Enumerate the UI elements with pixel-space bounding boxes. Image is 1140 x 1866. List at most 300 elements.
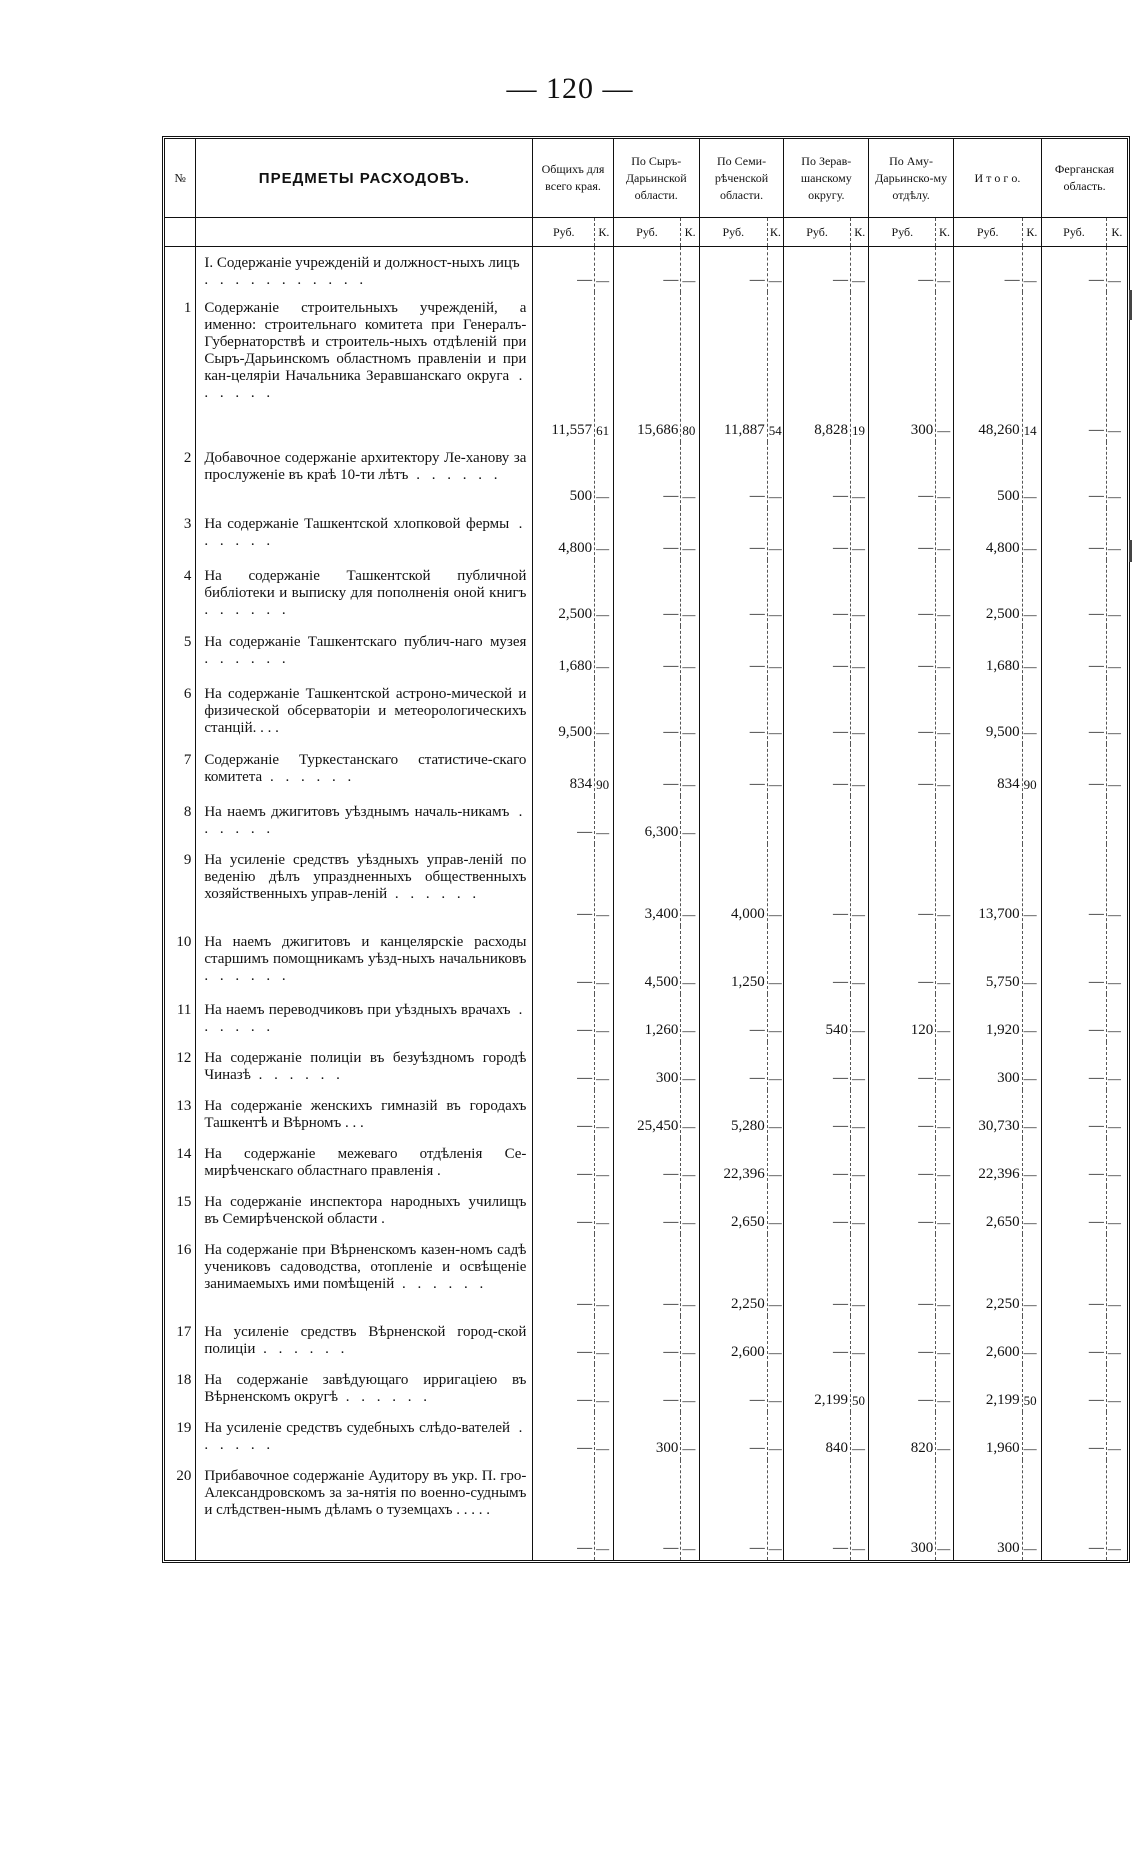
cell: — bbox=[613, 1186, 681, 1234]
cell: — bbox=[1106, 1412, 1127, 1460]
cell: — bbox=[595, 1316, 613, 1364]
unit-rub: Руб. bbox=[869, 218, 936, 247]
table-row bbox=[165, 744, 1127, 796]
table-row bbox=[165, 442, 1127, 508]
row-description: На содержаніе Ташкентской хлопковой фермы . . . . . . bbox=[196, 508, 533, 560]
cell: — bbox=[869, 560, 936, 626]
cell bbox=[936, 796, 953, 844]
cell: — bbox=[1106, 292, 1127, 442]
cell: 3,400 bbox=[613, 844, 681, 926]
column-header: По Семи-рѣченской области. bbox=[699, 139, 783, 218]
cell: — bbox=[1022, 1412, 1042, 1460]
cell: — bbox=[936, 560, 953, 626]
cell: — bbox=[699, 442, 767, 508]
row-text: Содержаніе строительныхъ учрежденій, а именно: строительнаго комитета при Генералъ-Губернаторствѣ и строитель-ныхъ отдѣленій при Сыръ-Дарьинскомъ областномъ правленіи и при кан-целяріи Начальника Зеравшанскаго округа bbox=[204, 300, 527, 384]
table-row bbox=[165, 796, 1127, 844]
cell: — bbox=[699, 678, 767, 744]
cell: 48,260 bbox=[953, 292, 1022, 442]
cell: — bbox=[699, 994, 767, 1042]
cell: 2,500 bbox=[533, 560, 595, 626]
table-row bbox=[165, 292, 1127, 442]
table-row bbox=[165, 1234, 1127, 1316]
column-header: Ферганская область. bbox=[1042, 139, 1127, 218]
table-row bbox=[165, 1460, 1127, 1560]
cell: — bbox=[533, 796, 595, 844]
unit-rub: Руб. bbox=[699, 218, 767, 247]
cell: — bbox=[767, 626, 783, 678]
cell: 90 bbox=[1022, 744, 1042, 796]
cell: — bbox=[936, 1090, 953, 1138]
cell: — bbox=[595, 626, 613, 678]
cell: 54 bbox=[767, 292, 783, 442]
cell: — bbox=[869, 678, 936, 744]
cell: — bbox=[767, 1090, 783, 1138]
cell: — bbox=[595, 1460, 613, 1560]
unit-kop: К. bbox=[1022, 218, 1042, 247]
row-number: 3 bbox=[183, 516, 192, 532]
row-description bbox=[196, 1186, 533, 1234]
cell: — bbox=[1042, 442, 1107, 508]
cell: — bbox=[767, 508, 783, 560]
cell: — bbox=[936, 508, 953, 560]
row-text: Прибавочное содержаніе Аудитору въ укр. П. гро-Александровскомъ за за-нятія по военно-суднымъ и слѣдствен-нымъ дѣламъ о туземцахъ . . . . . bbox=[204, 1468, 527, 1518]
cell: 1,960 bbox=[953, 1412, 1022, 1460]
cell: — bbox=[595, 508, 613, 560]
cell: — bbox=[595, 1138, 613, 1186]
table-row bbox=[165, 994, 1127, 1042]
cell: — bbox=[1106, 1460, 1127, 1560]
row-number: 8 bbox=[183, 804, 192, 820]
cell: — bbox=[699, 1364, 767, 1412]
cell: — bbox=[850, 442, 869, 508]
cell: — bbox=[681, 626, 699, 678]
table-row bbox=[165, 560, 1127, 626]
cell: — bbox=[1106, 1138, 1127, 1186]
cell: 90 bbox=[595, 744, 613, 796]
cell: — bbox=[1022, 1460, 1042, 1560]
cell: — bbox=[869, 626, 936, 678]
cell: — bbox=[613, 744, 681, 796]
cell: — bbox=[1042, 1090, 1107, 1138]
table-row bbox=[165, 1138, 1127, 1186]
cell: — bbox=[1042, 247, 1107, 293]
row-text: На усиленіе средствъ Вѣрненской город-ской полиціи bbox=[204, 1324, 527, 1357]
cell: — bbox=[850, 1234, 869, 1316]
row-description: На наемъ джигитовъ и канцелярскіе расходы старшимъ помощникамъ уѣзд-ныхъ начальниковъ . . . . . . bbox=[196, 926, 533, 994]
cell: — bbox=[533, 1138, 595, 1186]
cell: 840 bbox=[784, 1412, 851, 1460]
cell: — bbox=[850, 994, 869, 1042]
row-text: На наемъ джигитовъ уѣзднымъ началь-никамъ bbox=[204, 804, 510, 820]
cell: — bbox=[767, 1042, 783, 1090]
unit-kop: К. bbox=[1106, 218, 1127, 247]
row-text: На усиленіе средствъ уѣздныхъ управ-леній по веденію дѣлъ упраздненныхъ общественныхъ хозяйственныхъ управ-леній bbox=[204, 852, 527, 902]
cell: 4,000 bbox=[699, 844, 767, 926]
cell: — bbox=[936, 844, 953, 926]
cell: 820 bbox=[869, 1412, 936, 1460]
cell: — bbox=[1042, 1042, 1107, 1090]
cell: — bbox=[533, 1234, 595, 1316]
cell: — bbox=[1022, 560, 1042, 626]
cell: — bbox=[850, 744, 869, 796]
cell: — bbox=[595, 796, 613, 844]
cell: — bbox=[767, 844, 783, 926]
row-text: На содержаніе межеваго отдѣленія Се-мирѣченскаго областнаго правленія . bbox=[204, 1146, 527, 1179]
row-number: 7 bbox=[183, 752, 192, 768]
cell: — bbox=[613, 442, 681, 508]
column-header: Общихъ для всего края. bbox=[533, 139, 613, 218]
table-row bbox=[165, 1316, 1127, 1364]
cell: 9,500 bbox=[953, 678, 1022, 744]
cell: — bbox=[850, 1316, 869, 1364]
number-column-header: № bbox=[174, 170, 186, 185]
cell: — bbox=[767, 560, 783, 626]
cell: — bbox=[1042, 1364, 1107, 1412]
cell: 2,600 bbox=[953, 1316, 1022, 1364]
cell: — bbox=[1042, 560, 1107, 626]
row-text: На содержаніе завѣдующаго ирригаціею въ Вѣрненскомъ округѣ bbox=[204, 1372, 527, 1405]
cell: — bbox=[784, 1460, 851, 1560]
cell: — bbox=[869, 442, 936, 508]
cell: 300 bbox=[613, 1042, 681, 1090]
cell: — bbox=[850, 678, 869, 744]
cell: — bbox=[936, 994, 953, 1042]
cell: — bbox=[613, 1460, 681, 1560]
row-text: На содержаніе полиціи въ безуѣздномъ городѣ Чиназѣ bbox=[204, 1050, 527, 1083]
cell: 2,250 bbox=[699, 1234, 767, 1316]
row-text: Добавочное содержаніе архитектору Ле-ханову за прослуженіе въ краѣ 10-ти лѣтъ bbox=[204, 450, 527, 483]
cell: — bbox=[936, 247, 953, 293]
cell: — bbox=[1106, 442, 1127, 508]
cell: — bbox=[1042, 1186, 1107, 1234]
cell: — bbox=[850, 1090, 869, 1138]
cell: — bbox=[869, 1138, 936, 1186]
cell: — bbox=[850, 926, 869, 994]
row-text: На содержаніе Ташкентскаго публич-наго музея bbox=[204, 634, 527, 650]
cell: — bbox=[595, 844, 613, 926]
cell: — bbox=[1042, 994, 1107, 1042]
scan-edge-mark bbox=[1129, 290, 1132, 320]
header-row bbox=[165, 139, 1127, 218]
cell: — bbox=[869, 1186, 936, 1234]
cell: — bbox=[1042, 678, 1107, 744]
cell: — bbox=[936, 1042, 953, 1090]
cell: — bbox=[784, 626, 851, 678]
cell: 30,730 bbox=[953, 1090, 1022, 1138]
table-row bbox=[165, 844, 1127, 926]
cell: — bbox=[681, 1090, 699, 1138]
cell: 2,650 bbox=[699, 1186, 767, 1234]
cell: — bbox=[681, 844, 699, 926]
cell: — bbox=[533, 926, 595, 994]
cell: — bbox=[681, 1412, 699, 1460]
unit-kop: К. bbox=[767, 218, 783, 247]
table-row bbox=[165, 1042, 1127, 1090]
row-description: На содержаніе Ташкентскаго публич-наго музея . . . . . . bbox=[196, 626, 533, 678]
cell: — bbox=[1106, 1090, 1127, 1138]
row-text: На содержаніе женскихъ гимназій въ городахъ Ташкентѣ и Вѣрномъ . . . bbox=[204, 1098, 527, 1131]
cell: — bbox=[1106, 926, 1127, 994]
cell: — bbox=[1106, 1186, 1127, 1234]
cell: — bbox=[533, 1460, 595, 1560]
cell: — bbox=[699, 1460, 767, 1560]
row-description bbox=[196, 1460, 533, 1560]
cell: — bbox=[784, 678, 851, 744]
cell: — bbox=[784, 560, 851, 626]
cell: — bbox=[936, 626, 953, 678]
cell: — bbox=[595, 560, 613, 626]
cell: — bbox=[595, 1186, 613, 1234]
cell: 1,680 bbox=[533, 626, 595, 678]
cell: — bbox=[1042, 292, 1107, 442]
cell: — bbox=[784, 1042, 851, 1090]
cell: 540 bbox=[784, 994, 851, 1042]
cell: — bbox=[850, 1460, 869, 1560]
row-description bbox=[196, 1090, 533, 1138]
row-number: 12 bbox=[176, 1050, 192, 1066]
cell: 300 bbox=[953, 1042, 1022, 1090]
cell bbox=[850, 796, 869, 844]
row-text: На содержаніе Ташкентской публичной библіотеки и выписку для пополненія оной книгъ bbox=[204, 568, 527, 601]
cell: — bbox=[784, 1316, 851, 1364]
row-number: 9 bbox=[183, 852, 192, 868]
units-row bbox=[165, 218, 1127, 247]
row-number: 13 bbox=[176, 1098, 192, 1114]
cell: — bbox=[1022, 626, 1042, 678]
cell: 11,887 bbox=[699, 292, 767, 442]
cell: — bbox=[936, 1364, 953, 1412]
row-text: На содержаніе инспектора народныхъ училищъ въ Семирѣченской области . bbox=[204, 1194, 527, 1227]
cell: — bbox=[533, 247, 595, 293]
cell: 15,686 bbox=[613, 292, 681, 442]
cell: 50 bbox=[1022, 1364, 1042, 1412]
row-number: 18 bbox=[176, 1372, 192, 1388]
cell: — bbox=[1042, 1316, 1107, 1364]
cell: 2,250 bbox=[953, 1234, 1022, 1316]
row-description bbox=[196, 1138, 533, 1186]
row-description: Содержаніе строительныхъ учрежденій, а именно: строительнаго комитета при Генералъ-Губернаторствѣ и строитель-ныхъ отдѣленій при Сыръ-Дарьинскомъ областномъ правленіи и при кан-целяріи Начальника Зеравшанскаго округа . . . . . . bbox=[196, 292, 533, 442]
cell: — bbox=[767, 1460, 783, 1560]
cell: — bbox=[1022, 1186, 1042, 1234]
cell: — bbox=[936, 1234, 953, 1316]
row-number: 15 bbox=[176, 1194, 192, 1210]
cell: — bbox=[1042, 844, 1107, 926]
cell: — bbox=[1022, 1316, 1042, 1364]
cell: 300 bbox=[869, 292, 936, 442]
cell: — bbox=[936, 1316, 953, 1364]
cell: — bbox=[1022, 926, 1042, 994]
cell: — bbox=[595, 1090, 613, 1138]
cell: — bbox=[784, 508, 851, 560]
cell: — bbox=[850, 1412, 869, 1460]
cell: 80 bbox=[681, 292, 699, 442]
row-text: Содержаніе Туркестанскаго статистиче-скаго комитета bbox=[204, 752, 527, 785]
cell: — bbox=[595, 1412, 613, 1460]
column-header: По Аму-Дарьинско-му отдѣлу. bbox=[869, 139, 953, 218]
row-description: На наемъ переводчиковъ при уѣздныхъ врачахъ . . . . . . bbox=[196, 994, 533, 1042]
row-text: На усиленіе средствъ судебныхъ слѣдо-вателей bbox=[204, 1420, 511, 1436]
cell: — bbox=[1042, 1234, 1107, 1316]
cell: — bbox=[1042, 508, 1107, 560]
section-row bbox=[165, 247, 1127, 293]
cell: — bbox=[681, 678, 699, 744]
cell: 1,680 bbox=[953, 626, 1022, 678]
cell: — bbox=[699, 744, 767, 796]
table-row bbox=[165, 1090, 1127, 1138]
cell: — bbox=[595, 926, 613, 994]
cell: — bbox=[699, 1042, 767, 1090]
cell: — bbox=[936, 442, 953, 508]
cell: 834 bbox=[533, 744, 595, 796]
cell: — bbox=[1042, 626, 1107, 678]
row-number: 1 bbox=[183, 300, 192, 316]
cell: — bbox=[681, 560, 699, 626]
cell: — bbox=[681, 1138, 699, 1186]
table-row bbox=[165, 1186, 1127, 1234]
cell: 500 bbox=[953, 442, 1022, 508]
unit-rub: Руб. bbox=[953, 218, 1022, 247]
row-text: На наемъ джигитовъ и канцелярскіе расходы старшимъ помощникамъ уѣзд-ныхъ начальниковъ bbox=[204, 934, 527, 967]
cell: — bbox=[1106, 1316, 1127, 1364]
cell: — bbox=[784, 1186, 851, 1234]
row-text: На содержаніе при Вѣрненскомъ казен-номъ садѣ учениковъ садоводства, отопленіе и освѣщеніе занимаемыхъ ими помѣщеній bbox=[204, 1242, 527, 1292]
row-description: Добавочное содержаніе архитектору Ле-ханову за прослуженіе въ краѣ 10-ти лѣтъ . . . . . . bbox=[196, 442, 533, 508]
cell: — bbox=[1106, 1042, 1127, 1090]
cell: — bbox=[613, 508, 681, 560]
cell: — bbox=[869, 1316, 936, 1364]
cell: 834 bbox=[953, 744, 1022, 796]
row-number: 6 bbox=[183, 686, 192, 702]
row-number: 11 bbox=[176, 1002, 192, 1018]
cell: — bbox=[1106, 1364, 1127, 1412]
cell: — bbox=[595, 1234, 613, 1316]
cell bbox=[784, 796, 851, 844]
cell: — bbox=[767, 678, 783, 744]
unit-rub: Руб. bbox=[1042, 218, 1107, 247]
cell: — bbox=[936, 292, 953, 442]
cell: 2,199 bbox=[784, 1364, 851, 1412]
subject-column-header: ПРЕДМЕТЫ РАСХОДОВЪ. bbox=[196, 139, 533, 218]
cell: — bbox=[784, 1138, 851, 1186]
cell: — bbox=[936, 1138, 953, 1186]
cell: — bbox=[613, 678, 681, 744]
row-description bbox=[196, 678, 533, 744]
cell: — bbox=[533, 1316, 595, 1364]
cell: — bbox=[767, 1234, 783, 1316]
cell: 6,300 bbox=[613, 796, 681, 844]
cell: — bbox=[1042, 1138, 1107, 1186]
cell: — bbox=[850, 247, 869, 293]
cell: — bbox=[681, 926, 699, 994]
cell: — bbox=[1106, 560, 1127, 626]
cell: — bbox=[681, 1042, 699, 1090]
cell: — bbox=[767, 1138, 783, 1186]
table-row bbox=[165, 1412, 1127, 1460]
cell: 500 bbox=[533, 442, 595, 508]
cell: 2,600 bbox=[699, 1316, 767, 1364]
cell: — bbox=[533, 1412, 595, 1460]
row-number: 14 bbox=[176, 1146, 192, 1162]
page-number: — 120 — bbox=[506, 72, 634, 105]
row-description: На наемъ джигитовъ уѣзднымъ началь-никамъ . . . . . . bbox=[196, 796, 533, 844]
cell bbox=[869, 796, 936, 844]
cell: — bbox=[681, 1316, 699, 1364]
cell: — bbox=[595, 247, 613, 293]
cell: — bbox=[1106, 678, 1127, 744]
cell: — bbox=[850, 508, 869, 560]
cell: — bbox=[1106, 844, 1127, 926]
cell: — bbox=[869, 508, 936, 560]
cell bbox=[699, 796, 767, 844]
cell: — bbox=[936, 744, 953, 796]
row-number: 17 bbox=[176, 1324, 192, 1340]
cell: — bbox=[767, 247, 783, 293]
cell: 300 bbox=[869, 1460, 936, 1560]
table-row bbox=[165, 626, 1127, 678]
cell: — bbox=[953, 247, 1022, 293]
cell: — bbox=[699, 1412, 767, 1460]
cell: — bbox=[699, 626, 767, 678]
row-description: На содержаніе завѣдующаго ирригаціею въ Вѣрненскомъ округѣ . . . . . . bbox=[196, 1364, 533, 1412]
cell: 8,828 bbox=[784, 292, 851, 442]
cell: — bbox=[533, 1090, 595, 1138]
cell bbox=[767, 796, 783, 844]
cell: — bbox=[1022, 678, 1042, 744]
cell: — bbox=[936, 1460, 953, 1560]
cell: — bbox=[681, 442, 699, 508]
cell: — bbox=[681, 1460, 699, 1560]
cell: — bbox=[869, 926, 936, 994]
row-description: На содержаніе при Вѣрненскомъ казен-номъ садѣ учениковъ садоводства, отопленіе и освѣщеніе занимаемыхъ ими помѣщеній . . . . . . bbox=[196, 1234, 533, 1316]
cell: — bbox=[681, 796, 699, 844]
cell: — bbox=[850, 1138, 869, 1186]
cell: — bbox=[869, 1234, 936, 1316]
cell: 19 bbox=[850, 292, 869, 442]
cell: — bbox=[869, 247, 936, 293]
cell: — bbox=[784, 926, 851, 994]
row-description: На усиленіе средствъ Вѣрненской город-ской полиціи . . . . . . bbox=[196, 1316, 533, 1364]
cell: — bbox=[784, 1234, 851, 1316]
table-row bbox=[165, 678, 1127, 744]
cell: — bbox=[936, 1412, 953, 1460]
unit-kop: К. bbox=[850, 218, 869, 247]
cell: — bbox=[613, 1138, 681, 1186]
cell: — bbox=[1022, 994, 1042, 1042]
cell: — bbox=[767, 1186, 783, 1234]
cell: — bbox=[1022, 1234, 1042, 1316]
cell: — bbox=[869, 1090, 936, 1138]
cell: 22,396 bbox=[699, 1138, 767, 1186]
table-row bbox=[165, 508, 1127, 560]
cell bbox=[953, 796, 1022, 844]
cell: — bbox=[595, 1042, 613, 1090]
cell: 4,500 bbox=[613, 926, 681, 994]
cell: — bbox=[869, 1042, 936, 1090]
cell: — bbox=[767, 442, 783, 508]
row-number: 5 bbox=[183, 634, 192, 650]
cell: — bbox=[767, 1412, 783, 1460]
row-description: На усиленіе средствъ судебныхъ слѣдо-вателей . . . . . . bbox=[196, 1412, 533, 1460]
cell: — bbox=[850, 1186, 869, 1234]
cell: 2,500 bbox=[953, 560, 1022, 626]
cell: — bbox=[869, 744, 936, 796]
cell: — bbox=[595, 442, 613, 508]
cell: 9,500 bbox=[533, 678, 595, 744]
cell: — bbox=[1022, 247, 1042, 293]
cell: 11,557 bbox=[533, 292, 595, 442]
cell: 25,450 bbox=[613, 1090, 681, 1138]
cell: — bbox=[533, 844, 595, 926]
